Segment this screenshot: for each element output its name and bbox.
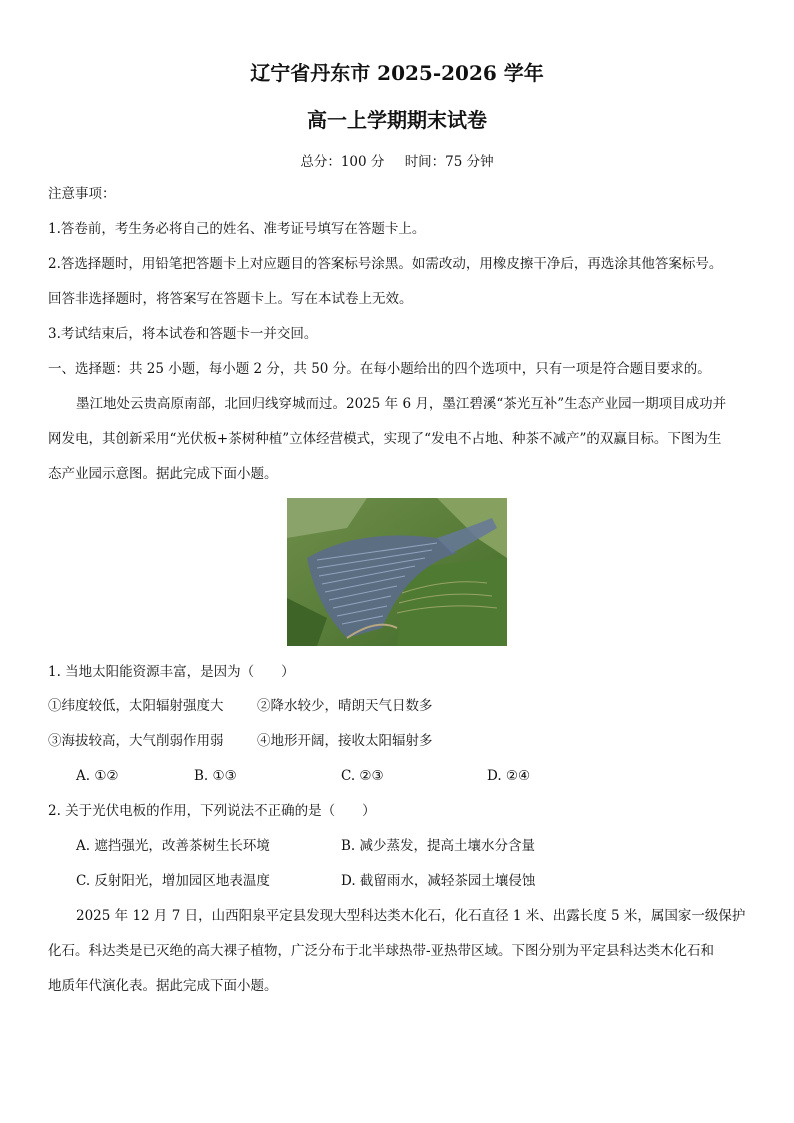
exam-title-line2: 高一上学期期末试卷	[307, 108, 487, 132]
note-3: 3.考试结束后，将本试卷和答题卡一并交回。	[48, 326, 318, 342]
q2-option-c: C. 反射阳光，增加园区地表温度	[76, 873, 270, 889]
passage1-line: 态产业园示意图。据此完成下面小题。	[48, 466, 278, 482]
q2-option-a: A. 遮挡强光，改善茶树生长环境	[76, 838, 270, 854]
passage2-line: 地质年代演化表。据此完成下面小题。	[48, 978, 278, 994]
total-score: 总分：100 分	[300, 154, 385, 170]
q2-stem: 2. 关于光伏电板的作用，下列说法不正确的是（ ）	[48, 803, 376, 819]
q1-statement-2: ②降水较少，晴朗天气日数多	[257, 698, 433, 714]
solar-tea-park-photo	[287, 498, 507, 646]
exam-title-line1: 辽宁省丹东市 2025-2026 学年	[250, 61, 544, 85]
exam-time: 时间：75 分钟	[404, 154, 494, 170]
passage1-line: 网发电，其创新采用“光伏板+茶树种植”立体经营模式，实现了“发电不占地、种茶不减产”的双赢目标。下图为生	[48, 431, 722, 447]
passage1-line: 墨江地处云贵高原南部，北回归线穿城而过。2025 年 6 月，墨江碧溪“茶光互补”生态产业园一期项目成功并	[76, 396, 727, 412]
q2-option-b: B. 减少蒸发，提高土壤水分含量	[341, 838, 536, 854]
q1-statement-4: ④地形开阔，接收太阳辐射多	[257, 733, 433, 749]
q1-option-c: C. ②③	[341, 768, 384, 784]
q1-option-a: A. ①②	[76, 768, 119, 784]
q1-statement-3: ③海拔较高，大气削弱作用弱	[48, 733, 224, 749]
exam-meta	[0, 150, 794, 170]
notes-heading: 注意事项：	[48, 186, 116, 202]
q1-option-b: B. ①③	[194, 768, 237, 784]
note-1: 1.答卷前，考生务必将自己的姓名、准考证号填写在答题卡上。	[48, 221, 426, 237]
q1-option-d: D. ②④	[487, 768, 531, 784]
note-2a: 2.答选择题时，用铅笔把答题卡上对应题目的答案标号涂黑。如需改动，用橡皮擦干净后，再选涂其他答案标号。	[48, 256, 723, 272]
q1-statement-1: ①纬度较低，太阳辐射强度大	[48, 698, 224, 714]
note-2b: 回答非选择题时，将答案写在答题卡上。写在本试卷上无效。	[48, 291, 413, 307]
q2-option-d: D. 截留雨水，减轻茶园土壤侵蚀	[341, 873, 536, 889]
passage2-line: 2025 年 12 月 7 日，山西阳泉平定县发现大型科达类木化石，化石直径 1 米、出露长度 5 米，属国家一级保护	[76, 908, 746, 924]
passage2-line: 化石。科达类是已灭绝的高大裸子植物，广泛分布于北半球热带-亚热带区域。下图分别为平定县科达类木化石和	[48, 943, 715, 959]
q1-stem: 1. 当地太阳能资源丰富，是因为（ ）	[48, 664, 295, 680]
section1-heading: 一、选择题：共 25 小题，每小题 2 分，共 50 分。在每小题给出的四个选项中，只有一项是符合题目要求的。	[48, 361, 711, 377]
